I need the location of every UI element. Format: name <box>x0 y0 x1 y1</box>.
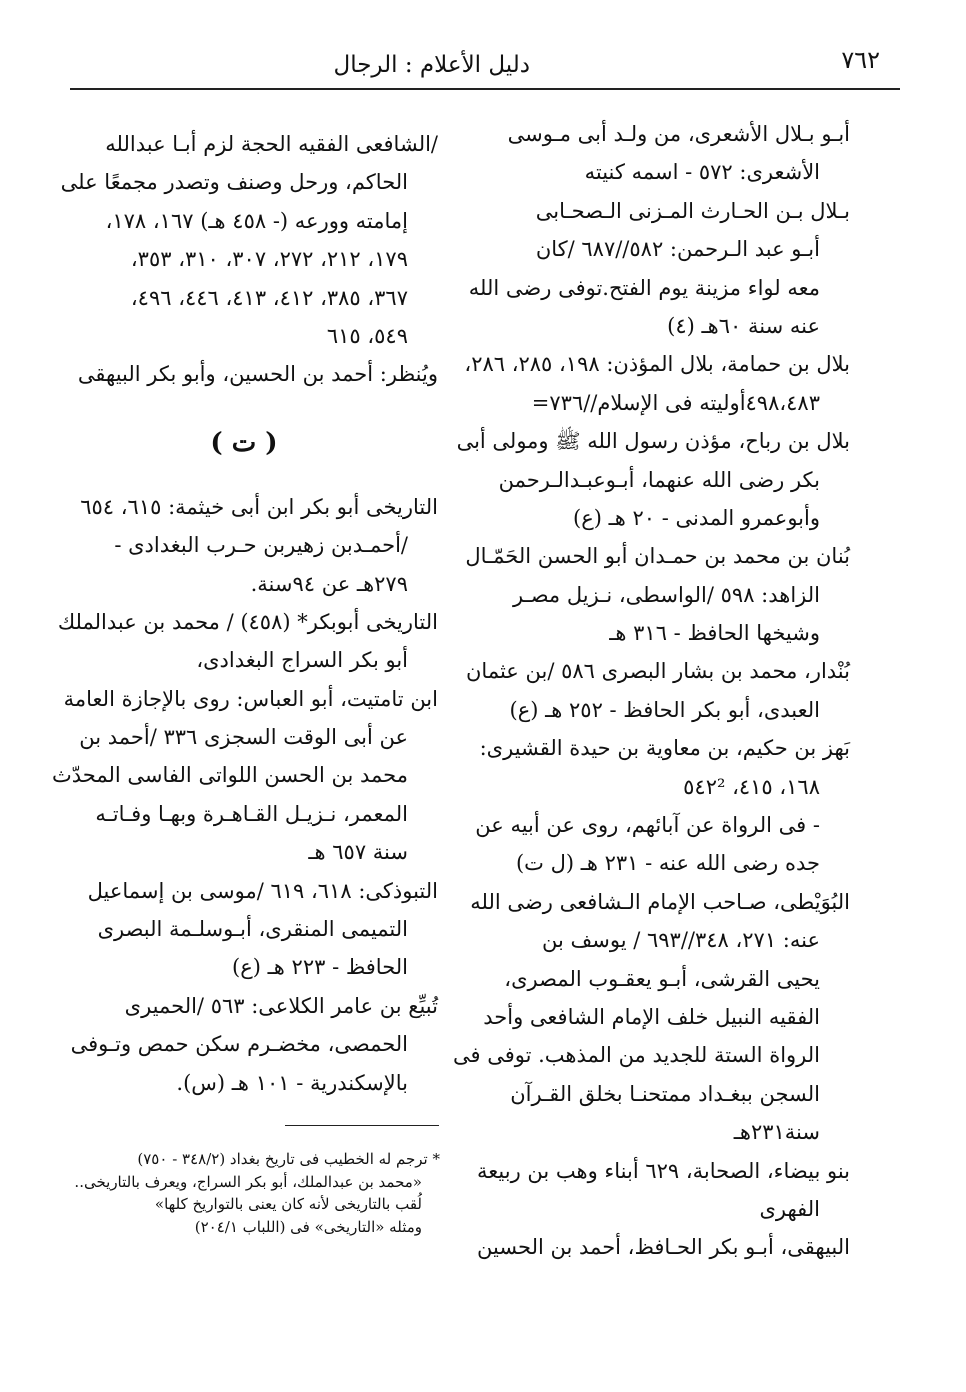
entry-headword-line: بلال بن رباح، مؤذن رسول الله ﷺ ومولى أبى <box>456 429 850 454</box>
entry-line: السجن ببغـداد ممتحنـا بخلق القـرآن <box>510 1081 820 1106</box>
entry-line: سنة٢٣١هـ <box>733 1120 820 1145</box>
index-entry <box>50 488 438 603</box>
entry-headword-line: أبـو بـلال الأشعرى، من ولـد أبى مـوسى <box>507 122 850 146</box>
entry-line: عن أبى الوقت السجزى ٣٣٦ /أحمد بن <box>79 725 408 750</box>
entry-line: الحاكم، ورحل وصنف وتصدر مجمعًا على <box>60 170 408 195</box>
footnote <box>60 1148 440 1238</box>
page-header <box>70 40 900 92</box>
index-entry <box>50 355 438 393</box>
entry-headword-line: ابن تامتيت، أبو العباس: روى بالإجازة العامة <box>63 686 438 711</box>
page-number: ٧٦٢ <box>841 46 880 74</box>
entry-headword-line: بلال بن حمامة، بلال المؤذن: ١٩٨، ٢٨٥، ٢٨٦، <box>464 352 850 377</box>
entry-headword-line: بَهز بن حكيم، بن معاوية بن حيدة القشيرى: <box>479 736 850 761</box>
entry-headword-line: بنو بيضاء، الصحابة، ٦٢٩ أبناء وهب بن ربيعة <box>477 1158 850 1183</box>
index-entry <box>50 872 438 987</box>
entry-headword-line: بُنان بن محمد بن حمـدان أبو الحسن الحَمّـال <box>465 544 850 569</box>
footnote-line: * ترجم له الخطيب فى تاريخ بغداد (٣٤٨/٢ - ٧٥٠) <box>137 1150 440 1168</box>
index-entry <box>468 1228 850 1266</box>
entry-headword-line: البيهقى، أبـو بكر الحـافظ، أحمد بن الحسين <box>477 1235 850 1260</box>
left-column <box>50 125 438 1102</box>
index-entry <box>468 1152 850 1229</box>
index-entry <box>50 680 438 872</box>
entry-line: بكر رضى الله عنهما، أبـوعبـدالـرحمن <box>498 467 820 492</box>
entry-line: عنه سنة ٦٠هـ (٤) <box>667 313 820 338</box>
entry-line: معه لواء مزينة يوم الفتح.توفى رضى الله <box>468 275 820 300</box>
entry-line: سنة ٦٥٧ هـ <box>308 840 408 865</box>
index-entry <box>50 125 438 355</box>
entry-line: جده رضى الله عنه - ٢٣١ هـ (ل ت) <box>515 851 820 876</box>
index-entry <box>468 192 850 346</box>
running-title: دليل الأعلام : الرجال <box>333 52 530 78</box>
left-column-entries <box>50 488 438 1102</box>
index-entry <box>468 115 850 192</box>
entry-line: المعمر، نـزيـل القـاهـرة وبهـا وفـاتـه <box>95 801 408 826</box>
entry-line: عنه: ٢٧١، ٣٤٨//٦٩٣ / يوسف بن <box>542 928 820 953</box>
index-entry <box>456 422 850 537</box>
entry-line: محمد بن الحسن اللواتى الفاسى المحدّث <box>52 763 408 788</box>
entry-line: ٥٤٩، ٦١٥ <box>326 323 408 348</box>
entry-line: التميمى المنقرى، أبـوسلـمة البصرى <box>97 917 408 942</box>
entry-line: يحيى القرشى، أبـو يعقـوب المصرى، <box>504 966 820 991</box>
index-entry <box>50 603 438 680</box>
entry-headword-line: التبوذكى: ٦١٨، ٦١٩ /موسى بن إسماعيل <box>87 878 438 903</box>
index-entry <box>50 987 438 1102</box>
entry-line: ١٦٨، ٤١٥، ٥٤٢² <box>683 774 820 799</box>
section-letter-heading: ( ت ) <box>210 427 278 458</box>
entry-line: - فى الرواة عن آبائهم، روى عن أبيه عن <box>475 813 820 838</box>
entry-headword-line: ويُنظر: أحمد بن الحسين، وأبو بكر البيهقى <box>77 362 438 387</box>
entry-headword-line: تُبيِّع بن عامر الكلاعى: ٥٦٣ /الحميرى <box>124 993 438 1018</box>
entry-line: العبدى، أبو بكر الحافظ - ٢٥٢ هـ (ع) <box>509 697 820 722</box>
header-rule <box>70 88 900 90</box>
entry-line: ٢٧٩هـ عن ٩٤سنة. <box>250 571 408 596</box>
entry-headword-line: بُنْدار، محمد بن بشار البصرى ٥٨٦ /بن عثمان <box>466 659 850 684</box>
entry-line: الأشعرى: ٥٧٢ - اسمه كنيته <box>584 160 820 185</box>
entry-line: الرواة الستة للجديد من المذهب. توفى فى <box>453 1043 820 1068</box>
entry-headword-line: التاريخى أبو بكر ابن أبى خيثمة: ٦١٥، ٦٥٤ <box>80 494 438 519</box>
entry-line: وشيخها الحافظ - ٣١٦ هـ <box>609 621 820 646</box>
entry-line: إمامته وورعه (- ٤٥٨ هـ) ١٦٧، ١٧٨، <box>105 208 408 233</box>
entry-headword-line: التاريخى أبوبكر* (٤٥٨) / محمد بن عبدالملك <box>57 609 438 634</box>
entry-headword-line: بـلال بـن الحـارث المـزنى الـصحـابى <box>535 198 850 223</box>
entry-line: الحمصى، مخضـرم سكن حمص وتـوفى <box>70 1032 408 1057</box>
index-entry <box>464 345 850 422</box>
entry-line: بالإسكندرية - ١٠١ هـ (س). <box>176 1070 408 1095</box>
footnote-line: «محمد بن عبدالملك، أبو بكر السراج، ويعرف بالتاريخى.. <box>74 1172 422 1191</box>
entry-line: الزاهد: ٥٩٨ /الواسطى، نـزيل مصـر <box>512 582 820 607</box>
index-entry <box>453 883 850 1152</box>
entry-line: ٣٦٧، ٣٨٥، ٤١٢، ٤١٣، ٤٤٦، ٤٩٦، <box>130 285 408 310</box>
footnote-line: لُقب بالتاريخى لأنه كان يعنى بالتواريخ كلها» <box>154 1195 422 1213</box>
footnote-line: ومثله «التاريخى» فى (اللباب ٢٠٤/١) <box>194 1217 422 1236</box>
entry-line: الفهرى <box>759 1196 820 1221</box>
entry-line: ١٧٩، ٢١٢، ٢٧٢، ٣٠٧، ٣١٠، ٣٥٣، <box>130 247 408 272</box>
index-entry <box>468 652 850 729</box>
entry-line: وأبوعمرو المدنى - ٢٠ هـ (ع) <box>573 505 820 530</box>
entry-line: أبـو عبد الـرحمن: ٥٨٢//٦٨٧ /كان <box>535 237 820 262</box>
index-entry <box>468 729 850 883</box>
entry-line: الحافظ - ٢٢٣ هـ (ع) <box>232 955 408 980</box>
right-column <box>453 115 850 1267</box>
entry-line: /أحمـدبن زهيربن حـرب البغدادى - <box>114 533 408 558</box>
entry-line: أبو بكر السراج البغدادى، <box>196 648 408 673</box>
entry-headword-line: البُوَيْطى، صـاحب الإمام الـشافعى رضى الله <box>470 889 850 914</box>
footnote-rule <box>285 1125 439 1126</box>
entry-line: ٤٩٨،٤٨٣أوليته فى الإسلام//٧٣٦= <box>531 390 820 415</box>
entry-headword-line: /الشافعى الفقيه الحجة لزم أبـا عبدالله <box>105 132 438 156</box>
index-entry <box>465 537 850 652</box>
left-column-continuation <box>50 125 438 394</box>
entry-line: الفقيه النبيل خلف الإمام الشافعى وأحد <box>483 1004 820 1029</box>
